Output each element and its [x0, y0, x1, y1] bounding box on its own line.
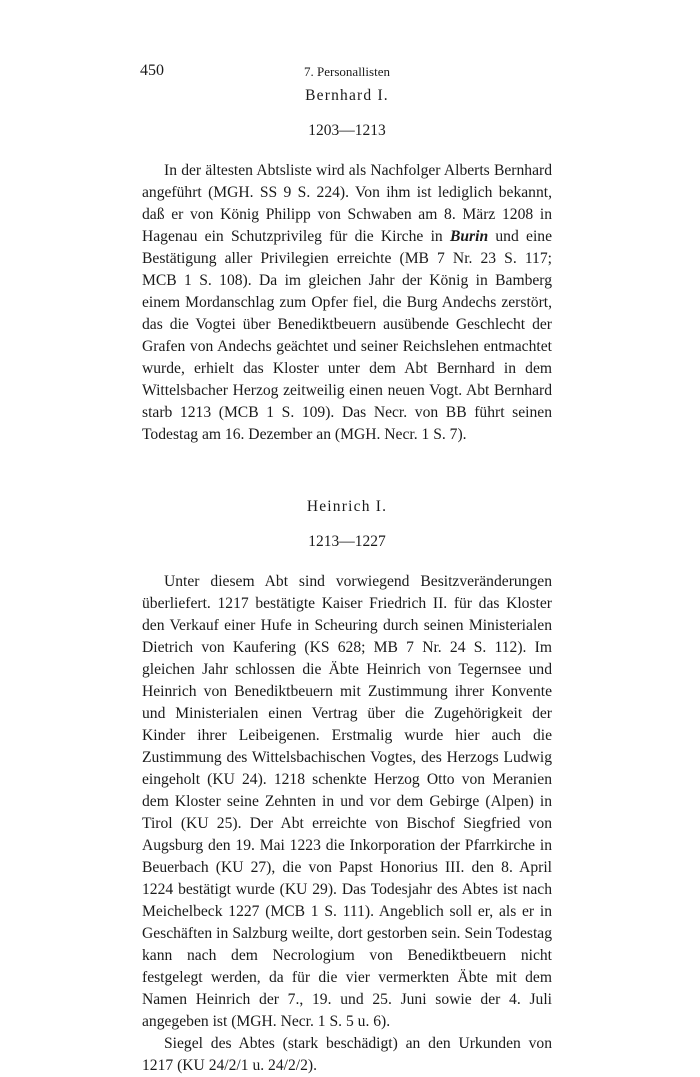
- paragraph-heinrich-seal: Siegel des Abtes (stark beschädigt) an den Urkunden von 1217 (KU 24/2/1 u. 24/2/2).: [142, 1035, 552, 1074]
- paragraph-text: und eine Bestätigung aller Privilegien erreichte (MB 7 Nr. 23 S. 117; MCB 1 S. 108). Da im gleichen Jahr der König in Bamberg einem Mordanschlag zum Opfer fiel, die Burg Andechs zerstört, das die Vogtei über Benediktbeuern ausübende Geschlecht der Grafen von Andechs geächtet und seiner Reichslehen entmachtet wurde, erhielt das Kloster unter dem Abt Bernhard in dem Wittelsbacher Herzog zeitweilig einen neuen Vogt. Abt Bernhard starb 1213 (MCB 1 S. 109). Das Necr. von BB führt seinen Todestag am 16. Dezember an (MGH. Necr. 1 S. 7).: [142, 228, 552, 443]
- section-heading-heinrich: Heinrich I.: [306, 498, 388, 515]
- paragraph-bernhard: [142, 160, 552, 446]
- paragraph-heinrich-main: Unter diesem Abt sind vorwiegend Besitzveränderungen überliefert. 1217 bestätigte Kaiser Friedrich II. für das Kloster den Verkauf einer Hufe in Scheuring durch seinen Ministerialen Dietrich von Kaufering (KS 628; MB 7 Nr. 24 S. 112). Im gleichen Jahr schlossen die Äbte Heinrich von Tegernsee und Heinrich von Benediktbeuern mit Zustimmung ihrer Konvente und Ministerialen einen Vertrag über die Zugehörigkeit der Kinder ihrer Leibeigenen. Erstmalig wurde hier auch die Zustimmung des Wittelsbachischen Vogtes, des Herzogs Ludwig eingeholt (KU 24). 1218 schenkte Herzog Otto von Meranien dem Kloster seine Zehnten in und vor dem Gebirge (Alpen) in Tirol (KU 25). Der Abt erreichte von Bischof Siegfried von Augsburg den 19. Mai 1223 die Inkorporation der Pfarrkirche in Beuerbach (KU 27), die von Papst Honorius III. den 8. April 1224 bestätigt wurde (KU 29). Das Todesjahr des Abtes ist nach Meichelbeck 1227 (MCB 1 S. 111). Angeblich soll er, als er in Geschäften in Salzburg weilte, dort gestorben sein. Sein Todestag kann nach dem Necrologium von Benediktbeuern nicht festgelegt werden, da für die vier vermerkten Äbte mit dem Namen Heinrich der 7., 19. und 25. Juni sowie der 4. Juli angegeben ist (MGH. Necr. 1 S. 5 u. 6).: [142, 573, 552, 1030]
- paragraph-text: In der ältesten Abtsliste wird als Nachfolger Alberts Bernhard angeführt (MGH. SS 9 S. 224). Von ihm ist lediglich bekannt, daß er von König Philipp von Schwaben am 8. März 1208 in Hagenau ein Schutzprivileg für die Kirche in: [142, 162, 552, 245]
- book-page: [142, 62, 552, 1077]
- place-name-burin: Burin: [449, 228, 489, 245]
- section-years-bernhard: 1203—1213: [308, 122, 386, 139]
- page-number: 450: [140, 62, 164, 79]
- running-head: [142, 62, 552, 84]
- running-title: 7. Personallisten: [304, 64, 390, 79]
- section-heading-bernhard: Bernhard I.: [305, 87, 389, 104]
- section-years-heinrich: 1213—1227: [308, 533, 386, 550]
